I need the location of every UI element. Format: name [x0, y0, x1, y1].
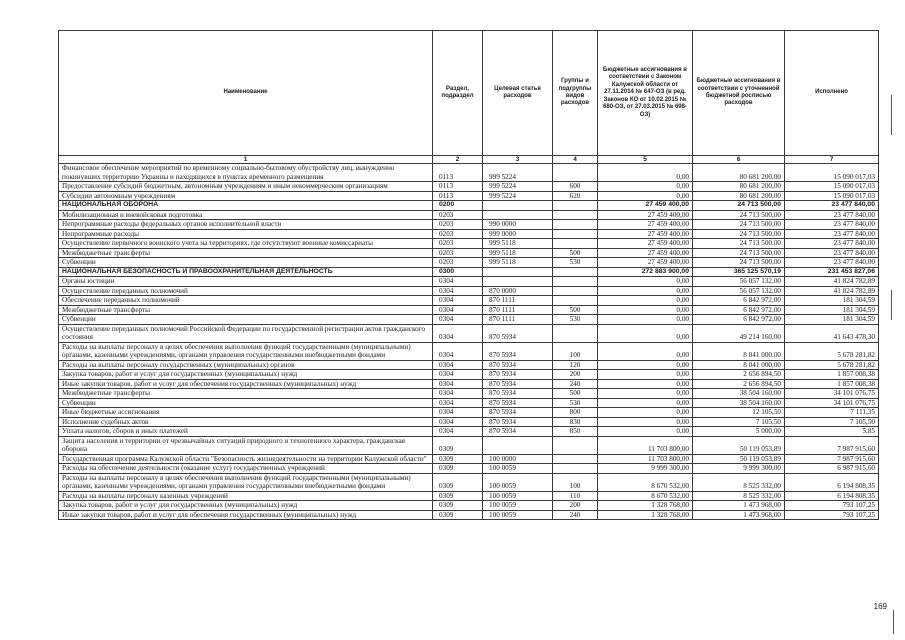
column-number: 2 [433, 156, 483, 164]
row-statya: 870 5934 [483, 360, 553, 370]
row-statya: 870 1111 [483, 315, 553, 325]
row-statya: 100 0059 [483, 491, 553, 501]
column-number: 3 [483, 156, 553, 164]
row-refined-budget: 80 681 200,00 [693, 182, 785, 192]
row-executed: 5 678 281,82 [785, 342, 879, 360]
budget-table [58, 30, 879, 520]
row-razdel: 0113 [433, 182, 483, 192]
row-statya: 100 0000 [483, 454, 553, 464]
row-law-budget: 8 670 532,00 [598, 473, 693, 491]
row-executed: 15 090 017,03 [785, 164, 879, 182]
row-gruppa [553, 296, 598, 306]
row-refined-budget: 80 681 200,00 [693, 164, 785, 182]
row-refined-budget: 2 656 894,50 [693, 370, 785, 380]
row-statya: 100 0059 [483, 501, 553, 511]
row-law-budget: 0,00 [598, 296, 693, 306]
row-razdel: 0304 [433, 324, 483, 342]
row-statya [483, 210, 553, 220]
row-law-budget: 27 459 400,00 [598, 220, 693, 230]
row-name: Межбюджетные трансферты [59, 248, 433, 258]
table-row [59, 417, 879, 427]
row-law-budget: 11 703 800,00 [598, 436, 693, 454]
table-row [59, 305, 879, 315]
row-razdel: 0309 [433, 491, 483, 501]
header-law-budget: Бюджетные ассигнования в соответствии с Законом Калужской области от 27.11.2014 № 647-ОЗ (в ред. Законов КО от 10.02.2015 № 680-ОЗ, от 27.03.2015 № 698-ОЗ) [598, 31, 693, 156]
row-razdel: 0304 [433, 305, 483, 315]
row-statya: 100 0059 [483, 510, 553, 520]
row-razdel: 0304 [433, 389, 483, 399]
row-executed: 5,85 [785, 427, 879, 437]
row-razdel: 0203 [433, 229, 483, 239]
row-refined-budget: 8 525 332,00 [693, 491, 785, 501]
column-number: 1 [59, 156, 433, 164]
table-row [59, 473, 879, 491]
row-gruppa: 620 [553, 191, 598, 201]
row-statya: 870 5934 [483, 417, 553, 427]
row-law-budget: 27 459 400,00 [598, 229, 693, 239]
row-gruppa: 200 [553, 501, 598, 511]
table-row [59, 239, 879, 249]
row-name: Уплата налогов, сборов и иных платежей [59, 427, 433, 437]
row-name: Расходы на обеспечение деятельности (оказание услуг) государственных учреждений [59, 464, 433, 474]
table-body [59, 164, 879, 520]
row-gruppa: 500 [553, 305, 598, 315]
table-row [59, 258, 879, 268]
row-executed: 7 987 915,60 [785, 454, 879, 464]
row-refined-budget: 12 105,50 [693, 408, 785, 418]
table-row [59, 248, 879, 258]
row-executed: 7 105,50 [785, 417, 879, 427]
row-gruppa [553, 454, 598, 464]
row-gruppa: 530 [553, 315, 598, 325]
row-law-budget: 0,00 [598, 379, 693, 389]
row-name: Межбюджетные трансферты [59, 389, 433, 399]
header-executed: Исполнено [785, 31, 879, 156]
row-law-budget: 0,00 [598, 389, 693, 399]
row-refined-budget: 6 842 972,00 [693, 305, 785, 315]
row-name: Межбюджетные трансферты [59, 305, 433, 315]
row-executed: 7 111,35 [785, 408, 879, 418]
row-name: Расходы на выплаты персоналу государственных (муниципальных) органов [59, 360, 433, 370]
table-row [59, 370, 879, 380]
row-executed: 181 304,59 [785, 296, 879, 306]
row-executed: 23 477 840,00 [785, 229, 879, 239]
row-gruppa [553, 210, 598, 220]
scan-edge-mark [891, 95, 892, 135]
row-razdel: 0304 [433, 296, 483, 306]
row-razdel: 0304 [433, 408, 483, 418]
row-refined-budget: 56 057 132,00 [693, 277, 785, 287]
header-row [59, 31, 879, 156]
row-razdel: 0300 [433, 267, 483, 277]
table-row [59, 267, 879, 277]
header-razdel: Раздел, подраздел [433, 31, 483, 156]
row-razdel: 0304 [433, 427, 483, 437]
row-executed: 15 090 017,03 [785, 191, 879, 201]
row-statya: 870 5934 [483, 379, 553, 389]
table-row [59, 398, 879, 408]
table-row [59, 220, 879, 230]
row-gruppa: 240 [553, 379, 598, 389]
row-razdel: 0203 [433, 239, 483, 249]
row-statya [483, 277, 553, 287]
row-executed: 793 107,25 [785, 501, 879, 511]
row-law-budget: 0,00 [598, 305, 693, 315]
row-statya: 870 5934 [483, 398, 553, 408]
row-gruppa: 600 [553, 182, 598, 192]
row-name: Защита населения и территории от чрезвычайных ситуаций природного и техногенного характера, гражданская оборона [59, 436, 433, 454]
table-row [59, 296, 879, 306]
header-statya: Целевая статья расходов [483, 31, 553, 156]
row-name: Иные закупки товаров, работ и услуг для обеспечения государственных (муниципальных) нужд [59, 510, 433, 520]
row-executed: 34 101 076,75 [785, 398, 879, 408]
row-name: Расходы на выплаты персоналу в целях обеспечения выполнения функций государственными (муниципальными) органами, казенными учреждениями, органами управления государственными внебюджетными фондами [59, 342, 433, 360]
row-executed: 23 477 840,00 [785, 239, 879, 249]
row-gruppa: 120 [553, 360, 598, 370]
row-executed: 15 090 017,03 [785, 182, 879, 192]
row-executed: 23 477 840,00 [785, 248, 879, 258]
row-name: Органы юстиции [59, 277, 433, 287]
row-name: Финансовое обеспечение мероприятий по временному социально-бытовому обустройству лиц, вынужденно покинувших территорию Украины и находящихся в пунктах временного размещения [59, 164, 433, 182]
row-refined-budget: 365 125 570,19 [693, 267, 785, 277]
row-statya: 870 0000 [483, 286, 553, 296]
row-refined-budget: 5 000,00 [693, 427, 785, 437]
table-row [59, 360, 879, 370]
row-razdel: 0309 [433, 464, 483, 474]
row-gruppa: 110 [553, 491, 598, 501]
row-law-budget: 27 459 400,00 [598, 201, 693, 211]
row-name: Осуществление первичного воинского учета на территориях, где отсутствуют военные комиссариаты [59, 239, 433, 249]
table-row [59, 408, 879, 418]
row-executed: 181 304,59 [785, 315, 879, 325]
row-refined-budget: 24 713 500,00 [693, 258, 785, 268]
row-executed: 5 678 281,82 [785, 360, 879, 370]
row-refined-budget: 6 842 972,00 [693, 296, 785, 306]
row-name: Осуществление переданных полномочий [59, 286, 433, 296]
row-razdel: 0304 [433, 277, 483, 287]
row-executed: 41 824 782,89 [785, 277, 879, 287]
row-razdel: 0203 [433, 248, 483, 258]
row-razdel: 0309 [433, 501, 483, 511]
row-razdel: 0304 [433, 315, 483, 325]
table-row [59, 229, 879, 239]
row-gruppa [553, 436, 598, 454]
row-statya: 999 5224 [483, 164, 553, 182]
row-law-budget: 0,00 [598, 286, 693, 296]
row-name: НАЦИОНАЛЬНАЯ БЕЗОПАСНОСТЬ И ПРАВООХРАНИТЕЛЬНАЯ ДЕЯТЕЛЬНОСТЬ [59, 267, 433, 277]
row-razdel: 0309 [433, 436, 483, 454]
row-law-budget: 0,00 [598, 191, 693, 201]
row-gruppa: 830 [553, 417, 598, 427]
row-razdel: 0304 [433, 417, 483, 427]
row-razdel: 0200 [433, 201, 483, 211]
row-refined-budget: 8 041 000,00 [693, 342, 785, 360]
row-name: Государственная программа Калужской области "Безопасность жизнедеятельности на территории Калужской области" [59, 454, 433, 464]
row-refined-budget: 24 713 500,00 [693, 201, 785, 211]
row-law-budget: 0,00 [598, 427, 693, 437]
row-name: Иные бюджетные ассигнования [59, 408, 433, 418]
row-razdel: 0113 [433, 191, 483, 201]
table-row [59, 164, 879, 182]
row-executed: 23 477 840,00 [785, 258, 879, 268]
row-gruppa [553, 267, 598, 277]
column-number: 4 [553, 156, 598, 164]
row-gruppa [553, 239, 598, 249]
table-row [59, 491, 879, 501]
table-row [59, 454, 879, 464]
table-row [59, 201, 879, 211]
row-law-budget: 27 459 400,00 [598, 248, 693, 258]
header-name: Наименование [59, 31, 433, 156]
row-statya: 870 5934 [483, 427, 553, 437]
row-law-budget: 0,00 [598, 360, 693, 370]
row-gruppa: 500 [553, 389, 598, 399]
row-refined-budget: 2 656 894,50 [693, 379, 785, 389]
row-law-budget: 272 883 900,00 [598, 267, 693, 277]
row-law-budget: 0,00 [598, 342, 693, 360]
column-number-row [59, 156, 879, 164]
row-gruppa: 850 [553, 427, 598, 437]
row-name: Непрограммные расходы федеральных органов исполнительной власти [59, 220, 433, 230]
row-razdel: 0304 [433, 370, 483, 380]
row-refined-budget: 1 473 968,00 [693, 510, 785, 520]
row-razdel: 0203 [433, 210, 483, 220]
row-statya: 999 5118 [483, 258, 553, 268]
row-refined-budget: 8 041 000,00 [693, 360, 785, 370]
row-executed: 793 107,25 [785, 510, 879, 520]
row-statya: 870 5934 [483, 370, 553, 380]
row-gruppa: 100 [553, 342, 598, 360]
row-law-budget: 1 328 768,00 [598, 501, 693, 511]
row-gruppa [553, 286, 598, 296]
row-gruppa: 100 [553, 473, 598, 491]
row-razdel: 0203 [433, 258, 483, 268]
row-law-budget: 0,00 [598, 370, 693, 380]
row-gruppa: 200 [553, 370, 598, 380]
row-razdel: 0203 [433, 220, 483, 230]
row-executed: 6 194 808,35 [785, 473, 879, 491]
row-statya: 100 0059 [483, 464, 553, 474]
row-refined-budget: 8 525 332,00 [693, 473, 785, 491]
table-row [59, 324, 879, 342]
row-gruppa [553, 164, 598, 182]
row-statya: 870 5934 [483, 389, 553, 399]
row-refined-budget: 56 057 132,00 [693, 286, 785, 296]
row-law-budget: 0,00 [598, 182, 693, 192]
scan-edge-mark [891, 290, 892, 320]
row-statya: 870 5934 [483, 408, 553, 418]
table-row [59, 501, 879, 511]
row-law-budget: 0,00 [598, 398, 693, 408]
table-row [59, 389, 879, 399]
row-gruppa [553, 229, 598, 239]
row-refined-budget: 38 504 160,00 [693, 398, 785, 408]
table-row [59, 191, 879, 201]
row-executed: 23 477 840,00 [785, 210, 879, 220]
row-name: НАЦИОНАЛЬНАЯ ОБОРОНА [59, 201, 433, 211]
row-refined-budget: 38 504 160,00 [693, 389, 785, 399]
row-name: Осуществление переданных полномочий Российской Федерации по государственной регистрации актов гражданского состояния [59, 324, 433, 342]
table-row [59, 315, 879, 325]
row-executed: 6 987 915,60 [785, 464, 879, 474]
row-statya: 999 5118 [483, 239, 553, 249]
table-row [59, 342, 879, 360]
row-law-budget: 11 703 800,00 [598, 454, 693, 464]
row-razdel: 0304 [433, 360, 483, 370]
row-gruppa: 530 [553, 258, 598, 268]
row-executed: 231 453 827,06 [785, 267, 879, 277]
row-razdel: 0304 [433, 286, 483, 296]
row-statya: 870 5934 [483, 342, 553, 360]
row-law-budget: 27 459 400,00 [598, 258, 693, 268]
row-law-budget: 0,00 [598, 277, 693, 287]
row-name: Иные закупки товаров, работ и услуг для обеспечения государственных (муниципальных) нужд [59, 379, 433, 389]
row-law-budget: 0,00 [598, 315, 693, 325]
budget-sheet [58, 30, 878, 520]
row-executed: 1 857 008,38 [785, 370, 879, 380]
row-name: Субсидии автономным учреждениям [59, 191, 433, 201]
header-gruppy: Группы и подгруппы видов расходов [553, 31, 598, 156]
row-refined-budget: 50 119 053,89 [693, 436, 785, 454]
table-row [59, 510, 879, 520]
row-statya [483, 436, 553, 454]
row-statya: 999 5118 [483, 248, 553, 258]
row-executed: 34 101 076,75 [785, 389, 879, 399]
table-row [59, 464, 879, 474]
row-name: Закупка товаров, работ и услуг для государственных (муниципальных) нужд [59, 370, 433, 380]
row-refined-budget: 24 713 500,00 [693, 220, 785, 230]
row-refined-budget: 7 105,50 [693, 417, 785, 427]
row-law-budget: 0,00 [598, 164, 693, 182]
table-row [59, 277, 879, 287]
row-refined-budget: 50 119 053,89 [693, 454, 785, 464]
row-refined-budget: 9 999 300,00 [693, 464, 785, 474]
row-refined-budget: 24 713 500,00 [693, 229, 785, 239]
row-razdel: 0113 [433, 164, 483, 182]
row-executed: 1 857 008,38 [785, 379, 879, 389]
row-executed: 6 194 808,35 [785, 491, 879, 501]
row-statya: 990 0000 [483, 220, 553, 230]
row-razdel: 0309 [433, 473, 483, 491]
row-gruppa: 530 [553, 398, 598, 408]
row-name: Субвенции [59, 398, 433, 408]
row-razdel: 0304 [433, 342, 483, 360]
row-gruppa [553, 201, 598, 211]
row-executed: 7 987 915,60 [785, 436, 879, 454]
table-row [59, 436, 879, 454]
row-gruppa [553, 324, 598, 342]
row-name: Исполнение судебных актов [59, 417, 433, 427]
row-refined-budget: 49 214 160,00 [693, 324, 785, 342]
row-executed: 23 477 840,00 [785, 220, 879, 230]
row-law-budget: 0,00 [598, 417, 693, 427]
row-refined-budget: 24 713 500,00 [693, 210, 785, 220]
page-number: 169 [873, 602, 887, 611]
row-name: Расходы на выплаты персоналу казенных учреждений [59, 491, 433, 501]
row-executed: 41 643 478,30 [785, 324, 879, 342]
row-statya: 999 0000 [483, 229, 553, 239]
row-refined-budget: 24 713 500,00 [693, 248, 785, 258]
row-law-budget: 8 670 532,00 [598, 491, 693, 501]
row-razdel: 0304 [433, 379, 483, 389]
row-law-budget: 27 459 400,00 [598, 210, 693, 220]
row-razdel: 0309 [433, 510, 483, 520]
row-name: Обеспечение переданных полномочий [59, 296, 433, 306]
row-statya: 999 5224 [483, 191, 553, 201]
row-law-budget: 0,00 [598, 324, 693, 342]
row-razdel: 0309 [433, 454, 483, 464]
row-statya: 870 5934 [483, 324, 553, 342]
row-name: Закупка товаров, работ и услуг для государственных (муниципальных) нужд [59, 501, 433, 511]
table-row [59, 427, 879, 437]
column-number: 7 [785, 156, 879, 164]
row-name: Непрограммные расходы [59, 229, 433, 239]
row-razdel: 0304 [433, 398, 483, 408]
table-row [59, 210, 879, 220]
row-statya: 100 0059 [483, 473, 553, 491]
row-gruppa: 800 [553, 408, 598, 418]
row-statya: 870 1111 [483, 296, 553, 306]
scan-edge-mark [893, 610, 894, 634]
row-refined-budget: 6 842 972,00 [693, 315, 785, 325]
table-row [59, 379, 879, 389]
row-statya: 870 1111 [483, 305, 553, 315]
column-number: 5 [598, 156, 693, 164]
table-row [59, 182, 879, 192]
row-refined-budget: 24 713 500,00 [693, 239, 785, 249]
row-gruppa: 240 [553, 510, 598, 520]
row-refined-budget: 1 473 968,00 [693, 501, 785, 511]
row-name: Предоставление субсидий бюджетным, автономным учреждениям и иным некоммерческим организациям [59, 182, 433, 192]
row-statya [483, 201, 553, 211]
row-gruppa [553, 464, 598, 474]
row-law-budget: 0,00 [598, 408, 693, 418]
row-name: Мобилизационная и вневойсковая подготовка [59, 210, 433, 220]
row-gruppa [553, 277, 598, 287]
row-executed: 41 824 782,89 [785, 286, 879, 296]
row-law-budget: 9 999 300,00 [598, 464, 693, 474]
row-name: Расходы на выплаты персоналу в целях обеспечения выполнения функций государственными (муниципальными) органами, казенными учреждениями, органами управления государственными внебюджетными фондами [59, 473, 433, 491]
row-law-budget: 27 459 400,00 [598, 239, 693, 249]
row-gruppa [553, 220, 598, 230]
table-row [59, 286, 879, 296]
row-statya [483, 267, 553, 277]
row-executed: 23 477 840,00 [785, 201, 879, 211]
row-refined-budget: 80 681 200,00 [693, 191, 785, 201]
row-name: Субвенции [59, 315, 433, 325]
header-refined-budget: Бюджетные ассигнования в соответствии с уточненной бюджетной росписью расходов [693, 31, 785, 156]
row-statya: 999 5224 [483, 182, 553, 192]
row-executed: 181 304,59 [785, 305, 879, 315]
row-gruppa: 500 [553, 248, 598, 258]
row-law-budget: 1 328 768,00 [598, 510, 693, 520]
column-number: 6 [693, 156, 785, 164]
row-name: Субвенции [59, 258, 433, 268]
